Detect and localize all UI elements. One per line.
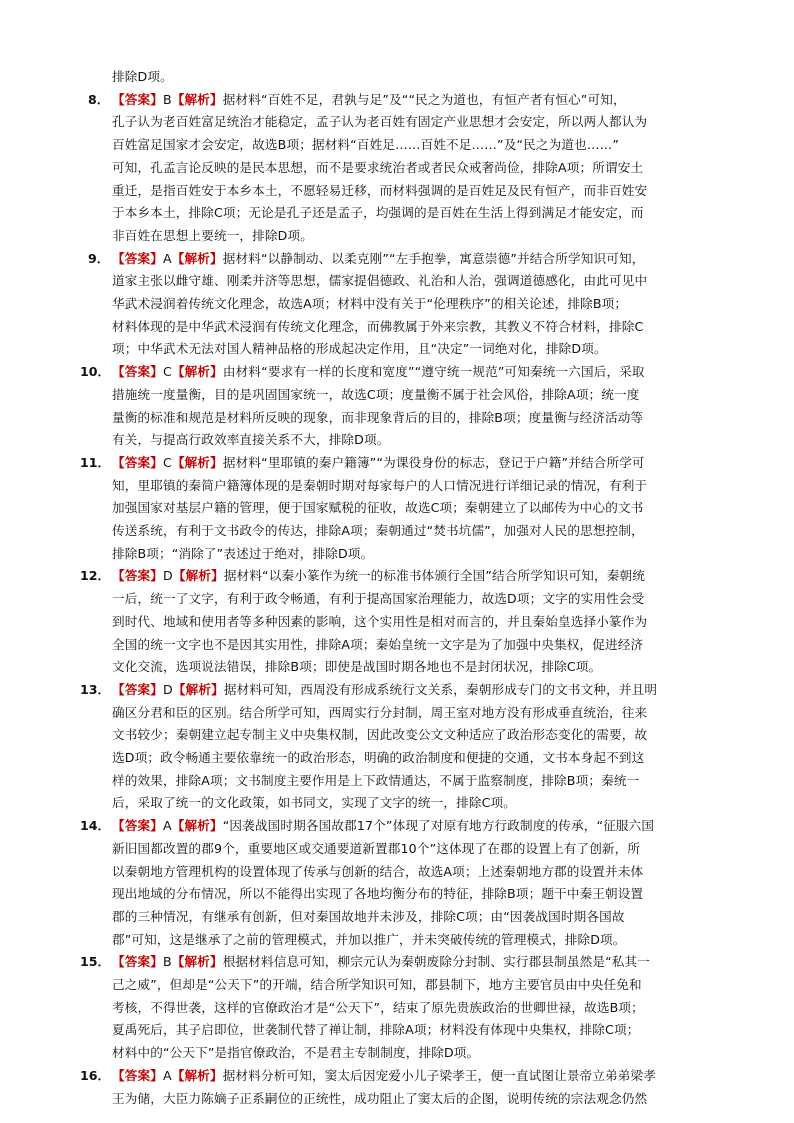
text-line — [112, 248, 645, 270]
explanation-text: 重迁，是指百姓安于本乡本土，不愿轻易迁移，而材料强调的是百姓足及民有恒产，而非百姓安 — [112, 182, 648, 198]
text-line — [112, 66, 173, 88]
text-line — [112, 316, 643, 338]
explanation-text: 措施统一度量衡，目的是巩固国家统一，故选C项；度量衡不属于社会风俗，排除A项；统一度 — [112, 386, 640, 402]
text-line — [112, 89, 626, 111]
answer-letter: D — [162, 681, 173, 697]
text-line — [112, 293, 627, 315]
explanation-text: 排除B项；“消除了”表述过于绝对，排除D项。 — [112, 545, 374, 561]
text-line — [112, 111, 647, 133]
explanation-text: 全国的统一文字也不是因其实用性，排除A项；秦始皇统一文字是为了加强中央集权，促进经济 — [112, 636, 644, 652]
text-line — [112, 861, 643, 883]
analysis-tag: 【解析】 — [171, 954, 223, 970]
text-line — [112, 679, 657, 701]
text-line — [112, 452, 645, 474]
explanation-text: 确区分君和臣的区别。结合所学可知，西周实行分封制，周王室对地方没有形成垂直统治，往来 — [112, 704, 648, 720]
explanation-text: 孔子认为老百姓富足统治才能稳定，孟子认为老百姓有固定产业思想才会安定，所以两人都认为 — [112, 114, 648, 130]
text-line — [112, 384, 639, 406]
explanation-text: 文化交流，选项说法错误，排除B项；即使是战国时期各地也不是封闭状况，排除C项。 — [112, 659, 602, 675]
text-line — [112, 202, 643, 224]
explanation-text: 项；中华武术无法对国人精神品格的形成起决定作用，且“决定”一词绝对化，排除D项。 — [112, 341, 607, 357]
explanation-text: 到时代、地域和使用者等多种因素的影响，这个实用性是相对而言的，并且秦始皇选择小篆作为 — [112, 613, 648, 629]
text-line — [112, 997, 644, 1019]
text-line — [112, 929, 626, 951]
text-line — [112, 815, 654, 837]
explanation-text: 百姓富足国家才会安定，故选B项；据材料“百姓足……百姓不足……”及“民之为道也……” — [112, 137, 620, 153]
text-line — [112, 429, 389, 451]
answer-letter: C — [162, 454, 172, 470]
answer-tag: 【答案】 — [112, 91, 163, 107]
explanation-text: 据材料分析可知，窦太后因宠爱小儿子梁孝王，便一直试图让景帝立弟弟梁孝 — [222, 1067, 657, 1083]
text-line — [112, 883, 643, 905]
answer-letter: C — [162, 364, 172, 380]
question-number: 16． — [80, 1067, 111, 1083]
explanation-text: 现出地域的分布情况，所以不能得出实现了各地均衡分布的特征，排除B项；题干中秦王朝设置 — [112, 886, 644, 902]
analysis-tag: 【解析】 — [171, 364, 223, 380]
explanation-text: 由材料“要求有一样的长度和宽度”“遵守统一规范”可知秦统一六国后，采取 — [222, 364, 645, 380]
explanation-text: 华武术浸润着传统文化理念，故选A项；材料中没有关于“伦理秩序”的相关论述，排除B项； — [112, 296, 628, 311]
answer-tag: 【答案】 — [112, 1067, 163, 1083]
answer-letter: A — [162, 250, 172, 266]
question-number: 12． — [80, 568, 111, 584]
explanation-text: 量衡的标准和规范是材料所反映的现象，而非现象背后的目的，排除B项；度量衡与经济活动等 — [112, 409, 644, 425]
explanation-text: 一后，统一了文字，有利于政令畅通，有利于提高国家治理能力，故选D项；文字的实用性会受 — [112, 591, 645, 607]
explanation-text: 郡的三种情况，有继承有创新，但对秦国故地并未涉及，排除C项；由“因袭战国时期各国故 — [112, 908, 625, 924]
explanation-text: 非百姓在思想上要统一，排除D项。 — [112, 227, 314, 243]
text-line — [112, 838, 640, 860]
analysis-tag: 【解析】 — [171, 454, 223, 470]
explanation-text: 有关，与提高行政效率直接关系不大，排除D项。 — [112, 432, 390, 448]
explanation-text: 郡”可知，这是继承了之前的管理模式，并加以推广，并未突破传统的管理模式，排除D项。 — [112, 931, 626, 947]
text-line — [112, 770, 639, 792]
text-line — [112, 588, 644, 610]
explanation-text: 据材料“以静制动、以柔克刚”“左手抱拳，寓意崇德”并结合所学知识可知， — [222, 250, 645, 266]
answer-letter: A — [162, 1067, 172, 1083]
text-line — [112, 974, 642, 996]
explanation-text: 选D项；政令畅通主要依靠统一的政治形态，明确的政治制度和便捷的交通，文书本身起不到这 — [112, 750, 645, 765]
explanation-text: 据材料“百姓不足，君孰与足”及““民之为道也，有恒产者有恒心”可知， — [222, 91, 626, 107]
text-line — [112, 611, 647, 633]
explanation-text: 夏禹死后，其子启即位，世袭制代替了禅让制，排除A项；材料没有体现中央集权，排除C项； — [112, 1022, 640, 1038]
answer-tag: 【答案】 — [112, 681, 163, 697]
explanation-text: 排除D项。 — [112, 69, 173, 84]
question-number: 14． — [80, 818, 111, 834]
analysis-tag: 【解析】 — [171, 91, 223, 107]
text-line — [112, 1065, 656, 1087]
text-line — [112, 724, 647, 746]
answer-letter: D — [162, 568, 173, 584]
explanation-text: 道家主张以雌守雄、刚柔并济等思想，儒家提倡德政、礼治和人治，强调道德感化，由此可见中 — [112, 273, 648, 289]
answer-tag: 【答案】 — [112, 364, 163, 380]
text-line — [112, 338, 607, 360]
text-line — [112, 520, 644, 542]
explanation-text: 样的效果，排除A项；文书制度主要作用是上下政情通达，不属于监察制度，排除B项；秦统一 — [112, 772, 640, 788]
text-line — [112, 792, 516, 814]
text-line — [112, 270, 647, 292]
text-line — [112, 656, 601, 678]
explanation-text: 知，里耶镇的秦简户籍簿体现的是秦朝时期对每家每户的人口情况进行详细记录的情况，有利于 — [112, 477, 648, 493]
explanation-text: 可知，孔孟言论反映的是民本思想，而不是要求统治者或者民众戒奢尚俭，排除A项；所谓安土 — [112, 159, 644, 175]
text-line — [112, 906, 625, 928]
explanation-text: 据材料“以秦小篆作为统一的标准书体颁行全国”结合所学知识可知，秦朝统 — [223, 568, 645, 584]
text-line — [112, 180, 647, 202]
question-number: 15． — [80, 954, 111, 970]
answer-tag: 【答案】 — [112, 454, 163, 470]
text-line — [112, 543, 373, 565]
text-line — [112, 1019, 639, 1041]
explanation-text: 王为储，大臣力陈嫡子正系嗣位的正统性，成功阻止了窦太后的企图，说明传统的宗法观念仍然 — [112, 1090, 648, 1106]
text-line — [112, 1042, 479, 1064]
explanation-text: 考核，不得世袭，这样的官僚政治才是“公天下”，结束了原先贵族政治的世卿世禄，故选B项； — [112, 999, 644, 1015]
answer-letter: A — [162, 818, 172, 834]
text-line — [112, 407, 643, 429]
explanation-text: 根据材料信息可知，柳宗元认为秦朝废除分封制、实行郡县制虽然是“私其一 — [222, 954, 650, 970]
text-line — [112, 157, 643, 179]
text-line — [112, 747, 644, 769]
answer-letter: B — [162, 954, 172, 970]
explanation-text: 己之威”，但却是“公天下”的开端，结合所学知识可知，郡县制下，地方主要官员由中央任免和 — [112, 977, 642, 992]
question-number: 9． — [88, 250, 110, 266]
text-line — [112, 565, 645, 587]
analysis-tag: 【解析】 — [171, 250, 223, 266]
answer-tag: 【答案】 — [112, 568, 163, 584]
explanation-text: 以秦朝地方管理机构的设置体现了传承与创新的结合，故选A项；上述秦朝地方郡的设置并未体 — [112, 863, 644, 879]
text-line — [112, 634, 643, 656]
answer-tag: 【答案】 — [112, 818, 163, 834]
explanation-text: 于本乡本土，排除C项；无论是孔子还是孟子，均强调的是百姓在生活上得到满足才能安定，而 — [112, 205, 644, 221]
answer-tag: 【答案】 — [112, 954, 163, 970]
explanation-text: 据材料“里耶镇的秦户籍簿”“为课役身份的标志，登记于户籍”并结合所学可 — [222, 454, 645, 470]
analysis-tag: 【解析】 — [172, 568, 224, 584]
text-line — [112, 702, 647, 724]
question-number: 11． — [80, 454, 111, 470]
analysis-tag: 【解析】 — [171, 818, 223, 834]
question-number: 8． — [88, 91, 110, 107]
text-line — [112, 361, 645, 383]
text-line — [112, 475, 647, 497]
explanation-text: 传送系统，有利于文书政令的传达，排除A项；秦朝通过“焚书坑儒”，加强对人民的思想控制， — [112, 523, 644, 538]
text-line — [112, 951, 650, 973]
explanation-text: 新旧国都改置的郡9个，重要地区或交通要道新置郡10个”这体现了在郡的设置上有了创新，所 — [112, 840, 641, 856]
explanation-text: 材料体现的是中华武术浸润有传统文化理念，而佛教属于外来宗教，其教义不符合材料，排除C — [112, 318, 644, 334]
answer-letter: B — [162, 91, 172, 107]
text-line — [112, 134, 619, 156]
question-number: 13． — [80, 681, 111, 697]
text-line — [112, 225, 313, 247]
explanation-text: 据材料可知，西周没有形成系统行文关系，秦朝形成专门的文书文种，并且明 — [223, 681, 658, 697]
text-line — [112, 1088, 647, 1110]
explanation-text: 加强国家对基层户籍的管理，便于国家赋税的征收，故选C项；秦朝建立了以邮传为中心的文书 — [112, 500, 644, 516]
answer-tag: 【答案】 — [112, 250, 163, 266]
analysis-tag: 【解析】 — [171, 1067, 223, 1083]
explanation-text: 后，采取了统一的文化政策，如书同文，实现了文字的统一，排除C项。 — [112, 795, 516, 811]
question-number: 10． — [80, 364, 111, 380]
text-line — [112, 497, 643, 519]
explanation-text: “因袭战国时期各国故郡17个”体现了对原有地方行政制度的传承，“征服六国 — [222, 818, 655, 834]
explanation-text: 文书较少；秦朝建立起专制主义中央集权制，因此改变公文文种适应了政治形态变化的需要，故 — [112, 727, 648, 743]
explanation-text: 材料中的“公天下”是指官僚政治，不是君主专制制度，排除D项。 — [112, 1045, 480, 1061]
analysis-tag: 【解析】 — [172, 681, 224, 697]
